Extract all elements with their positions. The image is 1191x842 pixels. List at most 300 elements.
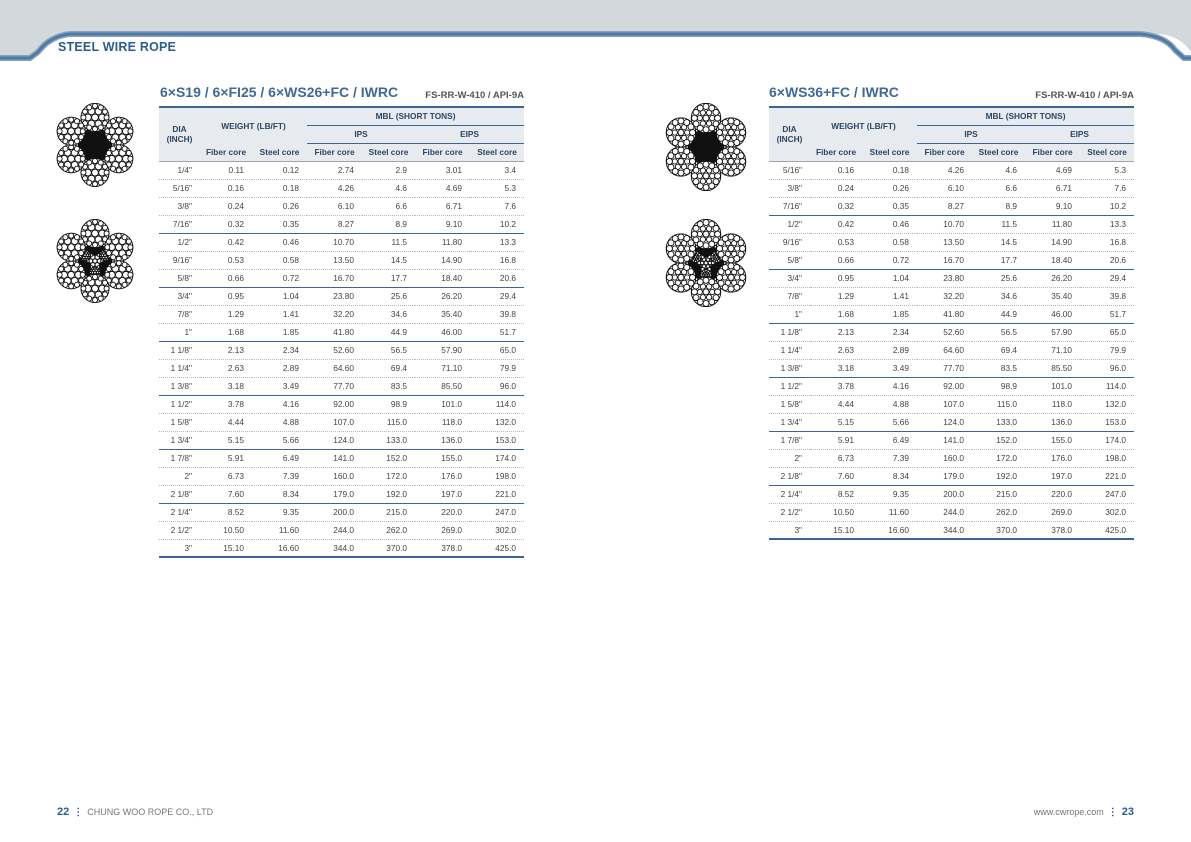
table-cell: 136.0: [1025, 413, 1080, 431]
table-cell: 6.49: [862, 431, 917, 449]
table-cell: 98.9: [972, 377, 1025, 395]
table-cell: 2.34: [862, 323, 917, 341]
table-cell: 13.3: [470, 233, 524, 251]
table-cell: 0.18: [862, 161, 917, 179]
table-cell: 0.35: [252, 215, 307, 233]
footer-separator: ⋮: [73, 807, 84, 818]
table-cell: 133.0: [362, 431, 415, 449]
table-cell: 39.8: [1080, 287, 1134, 305]
table-cell: 1 3/4": [769, 413, 810, 431]
col-weight-steel: Steel core: [252, 143, 307, 161]
table-row: [159, 179, 524, 197]
website-link: www.cwrope.com: [1033, 807, 1104, 817]
table-cell: 0.32: [810, 197, 862, 215]
table-cell: 20.6: [1080, 251, 1134, 269]
table-cell: 141.0: [917, 431, 972, 449]
table-cell: 0.16: [810, 161, 862, 179]
table-cell: 200.0: [307, 503, 362, 521]
section-title: STEEL WIRE ROPE: [58, 40, 177, 54]
table-row: [159, 413, 524, 431]
table-cell: 344.0: [917, 521, 972, 539]
table-standard: FS-RR-W-410 / API-9A: [425, 90, 524, 101]
col-weight-fiber: Fiber core: [810, 143, 862, 161]
table-cell: 10.2: [1080, 197, 1134, 215]
table-cell: 6.71: [415, 197, 470, 215]
table-cell: 83.5: [972, 359, 1025, 377]
table-row: [159, 251, 524, 269]
table-cell: 6.6: [362, 197, 415, 215]
table-cell: 3": [159, 539, 200, 557]
table-cell: 2.13: [200, 341, 252, 359]
table-cell: 160.0: [307, 467, 362, 485]
table-cell: 85.50: [415, 377, 470, 395]
table-row: [769, 305, 1134, 323]
table-cell: 0.18: [252, 179, 307, 197]
table-cell: 4.69: [1025, 161, 1080, 179]
col-dia: DIA (INCH): [159, 107, 200, 161]
table-row: [159, 539, 524, 557]
table-cell: 197.0: [415, 485, 470, 503]
table-cell: 2.34: [252, 341, 307, 359]
table-row: [769, 215, 1134, 233]
table-cell: 3.49: [862, 359, 917, 377]
col-weight: WEIGHT (LB/FT): [810, 107, 917, 143]
table-cell: 77.70: [307, 377, 362, 395]
table-cell: 370.0: [972, 521, 1025, 539]
table-cell: 44.9: [972, 305, 1025, 323]
table-cell: 83.5: [362, 377, 415, 395]
table-cell: 34.6: [362, 305, 415, 323]
table-cell: 0.42: [810, 215, 862, 233]
table-row: [159, 233, 524, 251]
table-cell: 200.0: [917, 485, 972, 503]
table-cell: 11.60: [252, 521, 307, 539]
table-cell: 71.10: [1025, 341, 1080, 359]
table-row: [159, 287, 524, 305]
table-cell: 5/16": [769, 161, 810, 179]
table-cell: 0.12: [252, 161, 307, 179]
table-cell: 8.9: [972, 197, 1025, 215]
table-cell: 153.0: [470, 431, 524, 449]
table-cell: 7/16": [769, 197, 810, 215]
table-cell: 1.04: [252, 287, 307, 305]
table-cell: 0.66: [810, 251, 862, 269]
table-cell: 10.2: [470, 215, 524, 233]
col-eips: EIPS: [1025, 125, 1134, 143]
table-cell: 101.0: [415, 395, 470, 413]
rope-cross-section-fiber-core: [664, 103, 748, 191]
table-cell: 35.40: [1025, 287, 1080, 305]
table-cell: 198.0: [470, 467, 524, 485]
footer-separator: ⋮: [1107, 807, 1118, 818]
table-cell: 1": [769, 305, 810, 323]
table-cell: 29.4: [470, 287, 524, 305]
table-cell: 152.0: [972, 431, 1025, 449]
table-cell: 220.0: [1025, 485, 1080, 503]
table-cell: 44.9: [362, 323, 415, 341]
table-cell: 176.0: [1025, 449, 1080, 467]
table-cell: 136.0: [415, 431, 470, 449]
table-cell: 6.6: [972, 179, 1025, 197]
table-cell: 16.8: [470, 251, 524, 269]
table-cell: 0.58: [252, 251, 307, 269]
table-cell: 0.26: [252, 197, 307, 215]
table-cell: 114.0: [1080, 377, 1134, 395]
rope-cross-section-steel-core: [55, 219, 135, 303]
table-cell: 141.0: [307, 449, 362, 467]
rope-cross-section-steel-core: [664, 219, 748, 307]
table-row: [159, 521, 524, 539]
table-cell: 92.00: [307, 395, 362, 413]
table-cell: 34.6: [972, 287, 1025, 305]
table-cell: 0.95: [810, 269, 862, 287]
table-cell: 2": [159, 467, 200, 485]
table-cell: 9.10: [1025, 197, 1080, 215]
table-cell: 2.74: [307, 161, 362, 179]
table-cell: 244.0: [307, 521, 362, 539]
table-cell: 2 1/4": [159, 503, 200, 521]
table-cell: 8.52: [200, 503, 252, 521]
table-cell: 65.0: [1080, 323, 1134, 341]
table-row: [769, 359, 1134, 377]
table-cell: 269.0: [1025, 503, 1080, 521]
footer-right: [1034, 806, 1134, 818]
table-cell: 96.0: [470, 377, 524, 395]
table-cell: 302.0: [470, 521, 524, 539]
table-cell: 124.0: [917, 413, 972, 431]
table-cell: 65.0: [470, 341, 524, 359]
table-cell: 1.29: [810, 287, 862, 305]
table-cell: 1/4": [159, 161, 200, 179]
col-ips-fiber: Fiber core: [917, 143, 972, 161]
table-cell: 132.0: [1080, 395, 1134, 413]
table-cell: 0.53: [810, 233, 862, 251]
table-cell: 6.49: [252, 449, 307, 467]
table-row: [159, 197, 524, 215]
table-cell: 153.0: [1080, 413, 1134, 431]
table-cell: 114.0: [470, 395, 524, 413]
table-cell: 15.10: [810, 521, 862, 539]
table-cell: 17.7: [972, 251, 1025, 269]
table-cell: 11.80: [415, 233, 470, 251]
table-cell: 101.0: [1025, 377, 1080, 395]
table-cell: 5.15: [810, 413, 862, 431]
table-cell: 77.70: [917, 359, 972, 377]
table-cell: 215.0: [362, 503, 415, 521]
table-cell: 269.0: [415, 521, 470, 539]
table-cell: 13.50: [917, 233, 972, 251]
page-number-left: 22: [57, 806, 70, 818]
table-cell: 1/2": [769, 215, 810, 233]
table-cell: 4.26: [307, 179, 362, 197]
table-row: [769, 521, 1134, 539]
table-title: 6×S19 / 6×FI25 / 6×WS26+FC / IWRC: [160, 84, 399, 100]
table-cell: 1 3/4": [159, 431, 200, 449]
table-cell: 7.6: [470, 197, 524, 215]
table-cell: 1 1/2": [159, 395, 200, 413]
table-cell: 9.35: [252, 503, 307, 521]
col-eips: EIPS: [415, 125, 524, 143]
table-cell: 32.20: [917, 287, 972, 305]
table-cell: 2 1/8": [769, 467, 810, 485]
table-cell: 344.0: [307, 539, 362, 557]
table-row: [769, 485, 1134, 503]
table-cell: 14.90: [415, 251, 470, 269]
table-cell: 92.00: [917, 377, 972, 395]
table-cell: 5.66: [862, 413, 917, 431]
col-eips-steel: Steel core: [1080, 143, 1134, 161]
table-cell: 1 1/8": [159, 341, 200, 359]
table-row: [769, 395, 1134, 413]
table-cell: 10.70: [307, 233, 362, 251]
table-cell: 0.35: [862, 197, 917, 215]
table-cell: 46.00: [415, 323, 470, 341]
spec-table-left: [159, 106, 524, 558]
table-cell: 79.9: [1080, 341, 1134, 359]
table-cell: 4.26: [917, 161, 972, 179]
table-row: [159, 485, 524, 503]
col-ips: IPS: [307, 125, 415, 143]
table-cell: 0.58: [862, 233, 917, 251]
col-weight-steel: Steel core: [862, 143, 917, 161]
table-cell: 11.5: [362, 233, 415, 251]
table-cell: 7.6: [1080, 179, 1134, 197]
table-row: [159, 395, 524, 413]
table-cell: 2.9: [362, 161, 415, 179]
table-cell: 3.18: [200, 377, 252, 395]
table-cell: 3/4": [769, 269, 810, 287]
table-row: [159, 305, 524, 323]
table-cell: 3.4: [470, 161, 524, 179]
table-cell: 3.49: [252, 377, 307, 395]
table-cell: 20.6: [470, 269, 524, 287]
table-cell: 52.60: [917, 323, 972, 341]
table-row: [769, 323, 1134, 341]
table-cell: 1.41: [862, 287, 917, 305]
table-cell: 0.72: [862, 251, 917, 269]
table-cell: 2.63: [810, 341, 862, 359]
table-row: [769, 503, 1134, 521]
table-cell: 247.0: [1080, 485, 1134, 503]
table-cell: 9.10: [415, 215, 470, 233]
table-cell: 133.0: [972, 413, 1025, 431]
table-cell: 3.01: [415, 161, 470, 179]
table-row: [769, 449, 1134, 467]
table-row: [769, 179, 1134, 197]
table-cell: 5/8": [769, 251, 810, 269]
table-cell: 16.70: [307, 269, 362, 287]
table-cell: 6.10: [917, 179, 972, 197]
table-cell: 46.00: [1025, 305, 1080, 323]
col-mbl: MBL (SHORT TONS): [917, 107, 1134, 125]
table-cell: 1.04: [862, 269, 917, 287]
col-dia: DIA (INCH): [769, 107, 810, 161]
table-cell: 0.16: [200, 179, 252, 197]
table-cell: 8.9: [362, 215, 415, 233]
table-cell: 41.80: [307, 323, 362, 341]
table-cell: 0.46: [252, 233, 307, 251]
table-cell: 26.20: [415, 287, 470, 305]
col-ips: IPS: [917, 125, 1025, 143]
table-cell: 5.91: [200, 449, 252, 467]
table-cell: 57.90: [415, 341, 470, 359]
table-cell: 51.7: [1080, 305, 1134, 323]
table-cell: 0.95: [200, 287, 252, 305]
table-cell: 152.0: [362, 449, 415, 467]
table-cell: 56.5: [972, 323, 1025, 341]
table-cell: 10.50: [200, 521, 252, 539]
table-cell: 3/8": [769, 179, 810, 197]
table-row: [159, 341, 524, 359]
table-cell: 215.0: [972, 485, 1025, 503]
table-cell: 35.40: [415, 305, 470, 323]
table-cell: 1.85: [862, 305, 917, 323]
table-cell: 25.6: [972, 269, 1025, 287]
table-cell: 0.66: [200, 269, 252, 287]
table-cell: 1.41: [252, 305, 307, 323]
table-cell: 1 1/4": [769, 341, 810, 359]
table-cell: 192.0: [362, 485, 415, 503]
table-cell: 118.0: [415, 413, 470, 431]
table-cell: 5/8": [159, 269, 200, 287]
table-cell: 5.3: [1080, 161, 1134, 179]
table-cell: 14.5: [972, 233, 1025, 251]
table-cell: 8.52: [810, 485, 862, 503]
table-cell: 71.10: [415, 359, 470, 377]
table-cell: 1": [159, 323, 200, 341]
table-cell: 0.11: [200, 161, 252, 179]
table-cell: 11.80: [1025, 215, 1080, 233]
table-cell: 2 1/2": [159, 521, 200, 539]
table-cell: 79.9: [470, 359, 524, 377]
table-cell: 98.9: [362, 395, 415, 413]
table-cell: 11.5: [972, 215, 1025, 233]
table-cell: 4.88: [252, 413, 307, 431]
table-cell: 3.78: [810, 377, 862, 395]
table-cell: 8.27: [307, 215, 362, 233]
table-cell: 1/2": [159, 233, 200, 251]
table-cell: 64.60: [307, 359, 362, 377]
table-row: [159, 215, 524, 233]
table-row: [159, 377, 524, 395]
table-cell: 51.7: [470, 323, 524, 341]
table-cell: 18.40: [1025, 251, 1080, 269]
table-cell: 0.32: [200, 215, 252, 233]
table-cell: 262.0: [362, 521, 415, 539]
table-cell: 425.0: [1080, 521, 1134, 539]
table-cell: 4.6: [362, 179, 415, 197]
table-cell: 0.24: [810, 179, 862, 197]
table-row: [769, 377, 1134, 395]
table-cell: 124.0: [307, 431, 362, 449]
table-cell: 5.3: [470, 179, 524, 197]
table-cell: 1.29: [200, 305, 252, 323]
col-weight-fiber: Fiber core: [200, 143, 252, 161]
table-cell: 8.34: [252, 485, 307, 503]
table-cell: 85.50: [1025, 359, 1080, 377]
table-cell: 16.60: [862, 521, 917, 539]
table-cell: 3.78: [200, 395, 252, 413]
table-cell: 2 1/2": [769, 503, 810, 521]
table-cell: 4.44: [200, 413, 252, 431]
table-cell: 118.0: [1025, 395, 1080, 413]
table-cell: 69.4: [362, 359, 415, 377]
table-row: [769, 467, 1134, 485]
table-cell: 11.60: [862, 503, 917, 521]
table-cell: 176.0: [415, 467, 470, 485]
table-cell: 197.0: [1025, 467, 1080, 485]
table-cell: 220.0: [415, 503, 470, 521]
table-cell: 2.89: [252, 359, 307, 377]
table-cell: 1 5/8": [159, 413, 200, 431]
table-cell: 23.80: [307, 287, 362, 305]
col-ips-steel: Steel core: [972, 143, 1025, 161]
table-cell: 7.60: [810, 467, 862, 485]
table-cell: 179.0: [917, 467, 972, 485]
table-cell: 192.0: [972, 467, 1025, 485]
table-cell: 52.60: [307, 341, 362, 359]
table-cell: 6.10: [307, 197, 362, 215]
table-cell: 115.0: [362, 413, 415, 431]
table-cell: 5.91: [810, 431, 862, 449]
table-cell: 7.60: [200, 485, 252, 503]
table-cell: 16.60: [252, 539, 307, 557]
table-cell: 2 1/4": [769, 485, 810, 503]
table-cell: 172.0: [972, 449, 1025, 467]
table-row: [769, 269, 1134, 287]
table-cell: 9/16": [769, 233, 810, 251]
table-cell: 4.69: [415, 179, 470, 197]
rope-cross-section-fiber-core: [55, 103, 135, 187]
table-cell: 5.66: [252, 431, 307, 449]
table-cell: 3/4": [159, 287, 200, 305]
table-cell: 4.16: [252, 395, 307, 413]
table-cell: 378.0: [415, 539, 470, 557]
table-cell: 155.0: [1025, 431, 1080, 449]
table-row: [769, 161, 1134, 179]
table-cell: 7/8": [159, 305, 200, 323]
table-cell: 107.0: [917, 395, 972, 413]
header-band: [0, 0, 1191, 70]
table-cell: 32.20: [307, 305, 362, 323]
table-cell: 2.63: [200, 359, 252, 377]
table-cell: 247.0: [470, 503, 524, 521]
table-cell: 0.24: [200, 197, 252, 215]
table-row: [159, 467, 524, 485]
table-cell: 41.80: [917, 305, 972, 323]
company-name: CHUNG WOO ROPE CO., LTD: [87, 807, 214, 817]
table-cell: 39.8: [470, 305, 524, 323]
table-row: [769, 341, 1134, 359]
table-cell: 64.60: [917, 341, 972, 359]
table-cell: 17.7: [362, 269, 415, 287]
table-cell: 198.0: [1080, 449, 1134, 467]
table-cell: 29.4: [1080, 269, 1134, 287]
table-cell: 6.71: [1025, 179, 1080, 197]
table-row: [159, 449, 524, 467]
table-cell: 5/16": [159, 179, 200, 197]
table-cell: 16.8: [1080, 233, 1134, 251]
table-cell: 132.0: [470, 413, 524, 431]
table-cell: 69.4: [972, 341, 1025, 359]
table-cell: 23.80: [917, 269, 972, 287]
table-cell: 16.70: [917, 251, 972, 269]
table-cell: 1 7/8": [159, 449, 200, 467]
table-cell: 14.90: [1025, 233, 1080, 251]
table-cell: 0.53: [200, 251, 252, 269]
table-cell: 25.6: [362, 287, 415, 305]
table-cell: 425.0: [470, 539, 524, 557]
